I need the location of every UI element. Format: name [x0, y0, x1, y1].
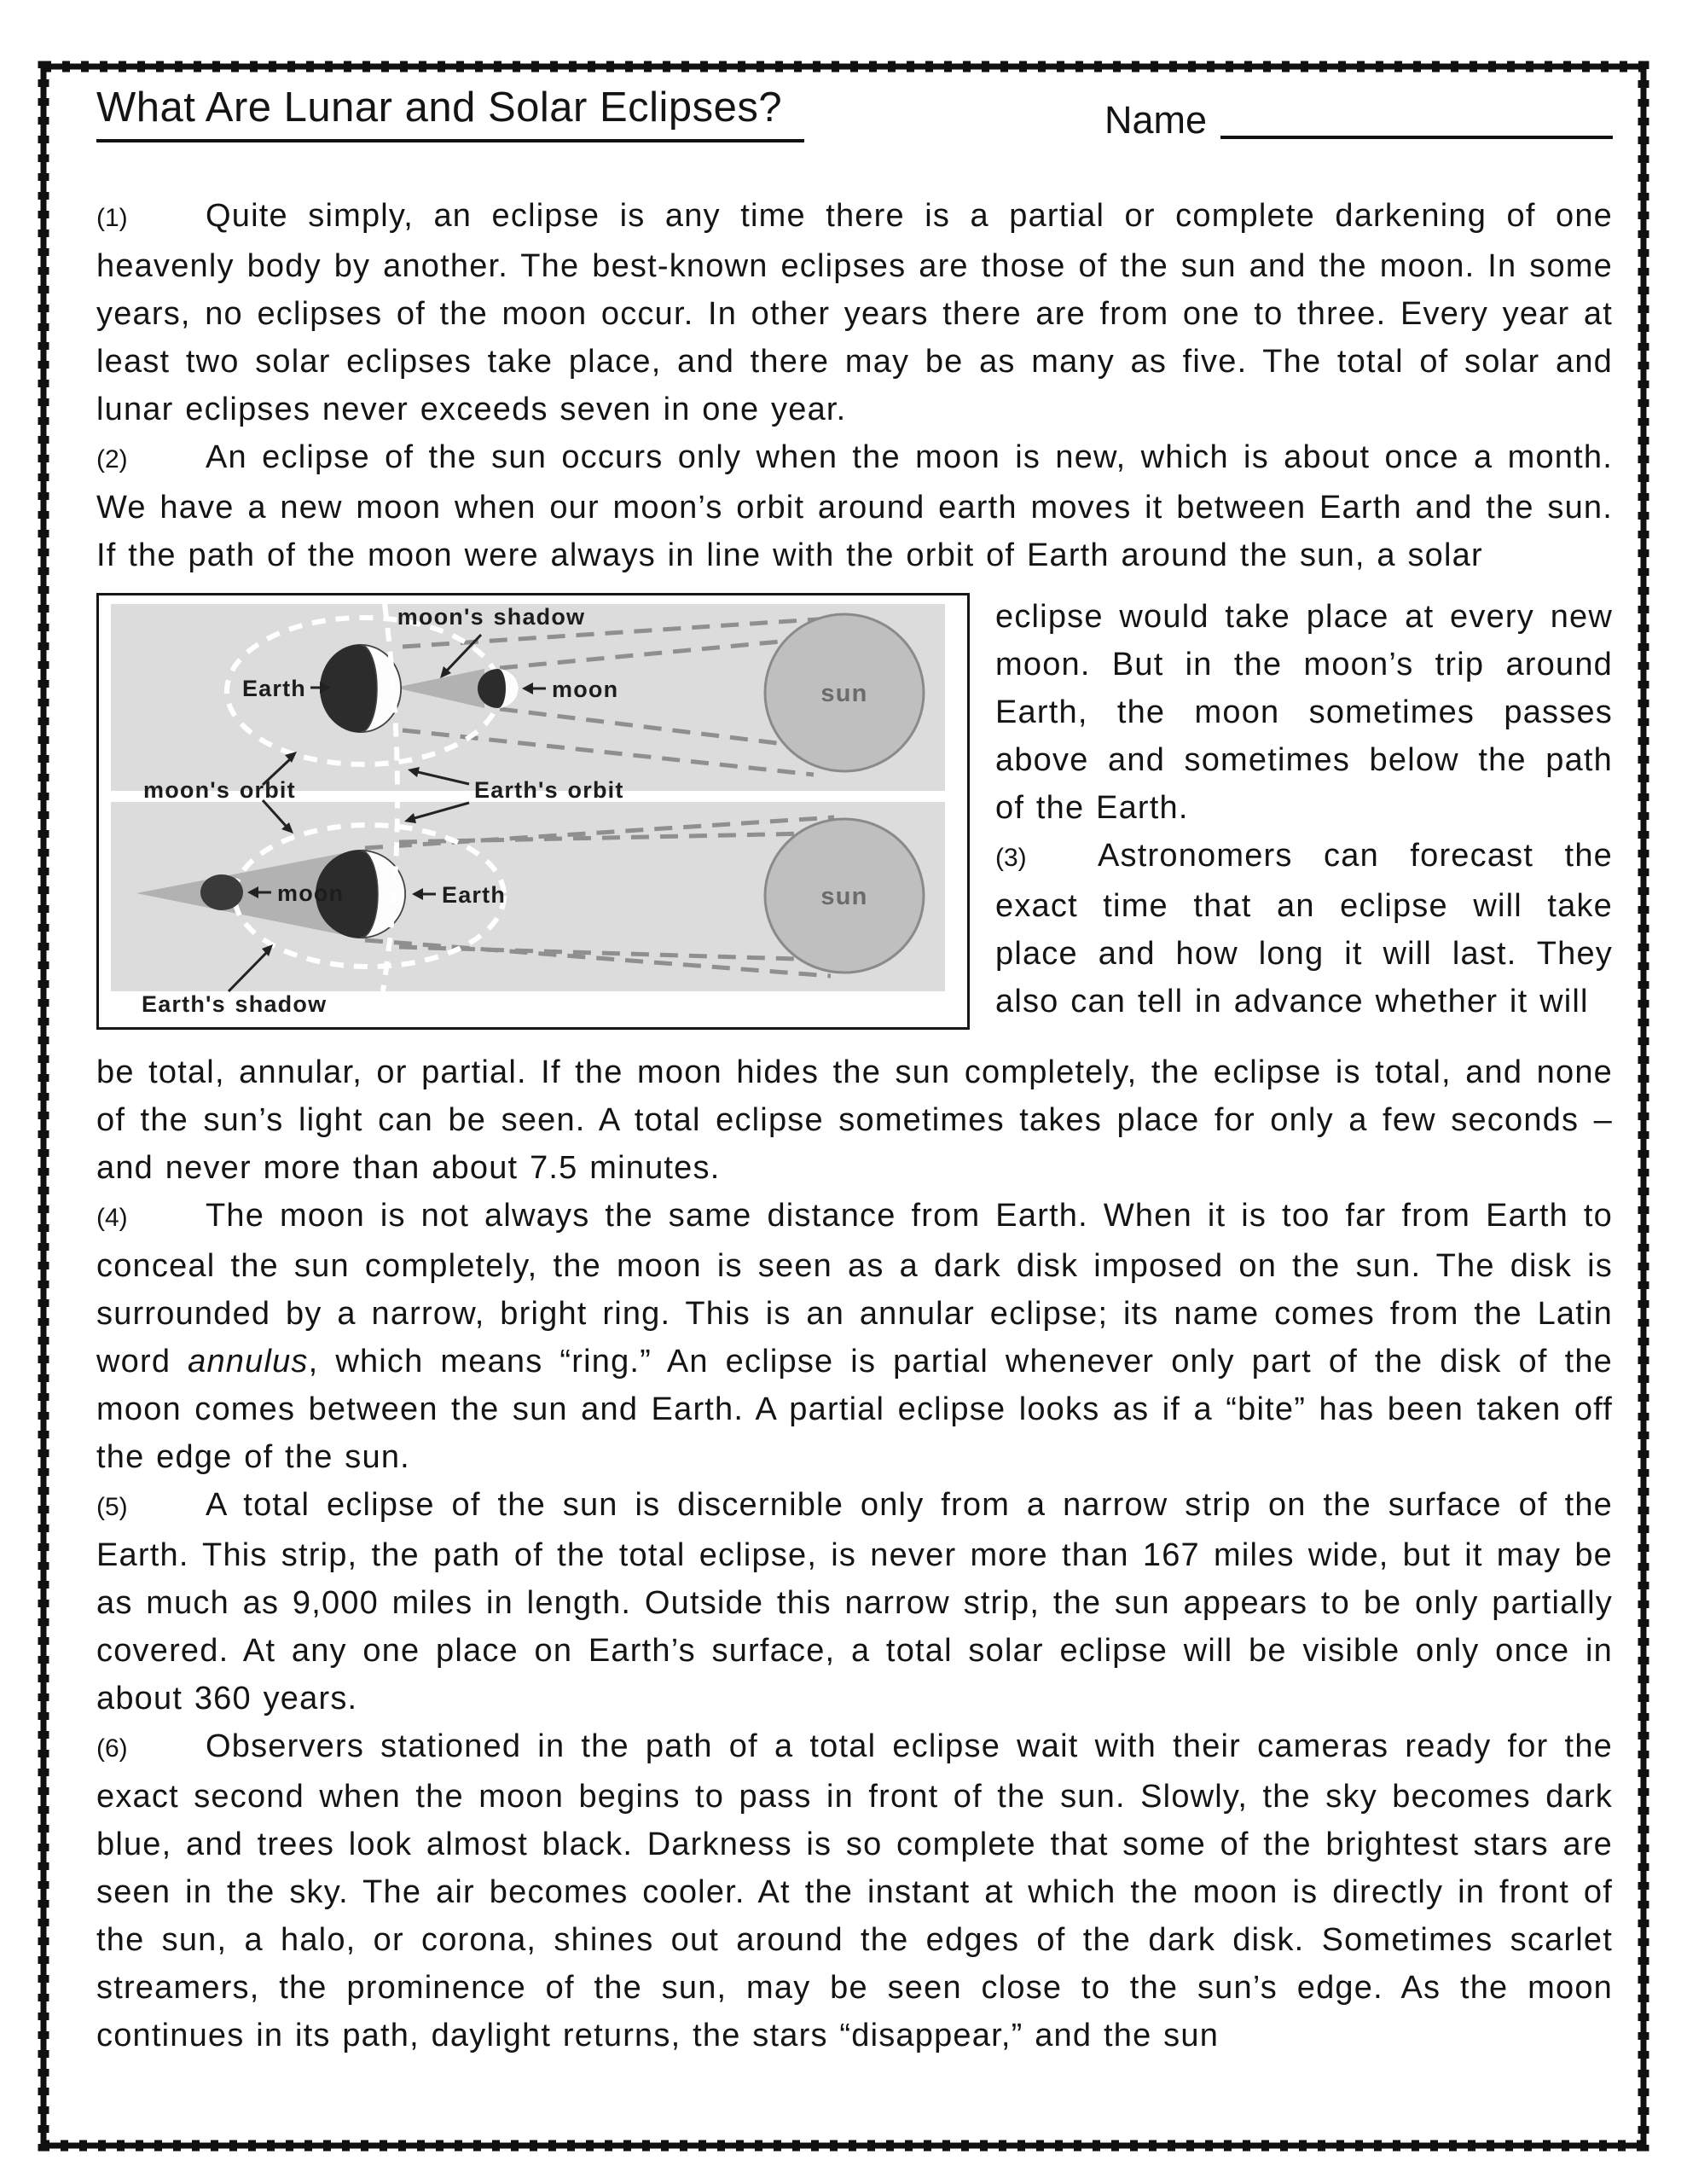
paragraph-2-continued: [995, 593, 1613, 832]
paragraph-1-text: Quite simply, an eclipse is any time there is a partial or complete darkening of one heavenly body by another. The best-known eclipses are those of the sun and the moon. In some years, no eclipses of the moon occur. In other years there are from one to three. Every year at least two solar eclipses take place, and there may be as many as five. The total of solar and lunar eclipses never exceeds seven in one year.: [96, 198, 1613, 427]
name-blank-line[interactable]: [1220, 136, 1613, 139]
paragraph-4-text-b: , which means “ring.” An eclipse is partial whenever only part of the disk of the moon comes between the sun and Earth. A partial eclipse looks as if a “bite” has been taken off the edge of the sun.: [96, 1344, 1614, 1475]
paragraph-4-number: (4): [96, 1204, 128, 1232]
moon-bottom: [200, 874, 243, 910]
paragraph-4-text-a: The moon is not always the same distance from Earth. When it is too far from Earth to conceal the sun completely, the moon is seen as a dark disk imposed on the sun. The disk is surrounded by a narrow, bright ring. This is an annular eclipse; its name comes from the Latin word: [96, 1198, 1613, 1380]
earths-shadow-label: Earth's shadow: [142, 991, 328, 1017]
paragraph-6: [96, 1722, 1613, 2059]
page-content: [96, 0, 1613, 2059]
paragraph-3: [995, 832, 1613, 1025]
paragraph-6-text: Observers stationed in the path of a total eclipse wait with their cameras ready for the exact second when the moon begins to pass in front of the sun. Slowly, the sky becomes dark blue, and trees look almost black. Darkness is so complete that some of the brightest stars are seen in the sky. The air becomes cooler. At the instant at which the moon is directly in front of the sun, a halo, or corona, shines out around the edges of the dark disk. Sometimes scarlet streamers, the prominence of the sun, may be seen close to the sun’s edge. As the moon continues in its path, daylight returns, the stars “disappear,” and the sun: [96, 1728, 1613, 2053]
paragraph-3-continued-text: be total, annular, or partial. If the moon hides the sun completely, the eclipse is total, and none of the sun’s light can be seen. A total eclipse sometimes takes place for only a few seconds – and never more than about 7.5 minutes.: [96, 1054, 1613, 1186]
paragraph-4: [96, 1192, 1613, 1481]
paragraph-6-number: (6): [96, 1734, 128, 1763]
paragraph-2: [96, 433, 1613, 579]
page-title: What Are Lunar and Solar Eclipses?: [96, 84, 804, 142]
earth-top-label: Earth: [241, 676, 306, 701]
moons-shadow-label: moon's shadow: [397, 604, 586, 630]
paragraph-5-text: A total eclipse of the sun is discernible only from a narrow strip on the surface of the Earth. This strip, the path of the total eclipse, is never more than 167 miles wide, but it may be as much as 9,000 miles in length. Outside this narrow strip, the sun appears to be only partially covered. At any one place on Earth’s surface, a total solar eclipse will be visible only once in about 360 years.: [96, 1487, 1613, 1716]
eclipse-diagram: [99, 595, 967, 1027]
sun-top-label: sun: [820, 680, 868, 707]
paragraph-2-number: (2): [96, 445, 128, 473]
name-label: Name: [1104, 98, 1207, 142]
moons-orbit-label: moon's orbit: [143, 777, 296, 803]
paragraph-3-text: Astronomers can forecast the exact time that an eclipse will take place and how long it will last. They also can tell in advance whether it will: [995, 838, 1613, 1019]
paragraph-3-continued: [96, 1048, 1613, 1192]
paragraph-1: [96, 192, 1613, 433]
figure-row: [96, 593, 1613, 1030]
paragraph-3-number: (3): [995, 844, 1027, 872]
earth-bottom-label: Earth: [442, 882, 507, 908]
paragraph-5: [96, 1481, 1613, 1722]
body-text: [96, 192, 1613, 2059]
paragraph-5-number: (5): [96, 1493, 128, 1521]
header: [96, 84, 1613, 142]
paragraph-2-continued-text: eclipse would take place at every new moon. But in the moon’s trip around Earth, the moon sometimes passes above and sometimes below the path of the Earth.: [995, 599, 1613, 826]
paragraph-4-italic-word: annulus: [188, 1344, 309, 1380]
paragraph-2-text: An eclipse of the sun occurs only when the moon is new, which is about once a month. We have a new moon when our moon’s orbit around earth moves it between Earth and the sun. If the path of the moon were always in line with the orbit of Earth around the sun, a solar: [96, 439, 1613, 573]
name-field: [1104, 98, 1613, 142]
moon-bottom-label: moon: [277, 880, 345, 906]
sun-bottom-label: sun: [820, 883, 868, 910]
earths-orbit-label: Earth's orbit: [474, 777, 624, 803]
paragraph-1-number: (1): [96, 204, 128, 232]
moon-top-label: moon: [552, 677, 619, 702]
eclipse-diagram-figure: [96, 593, 970, 1030]
side-column: [995, 593, 1613, 1025]
